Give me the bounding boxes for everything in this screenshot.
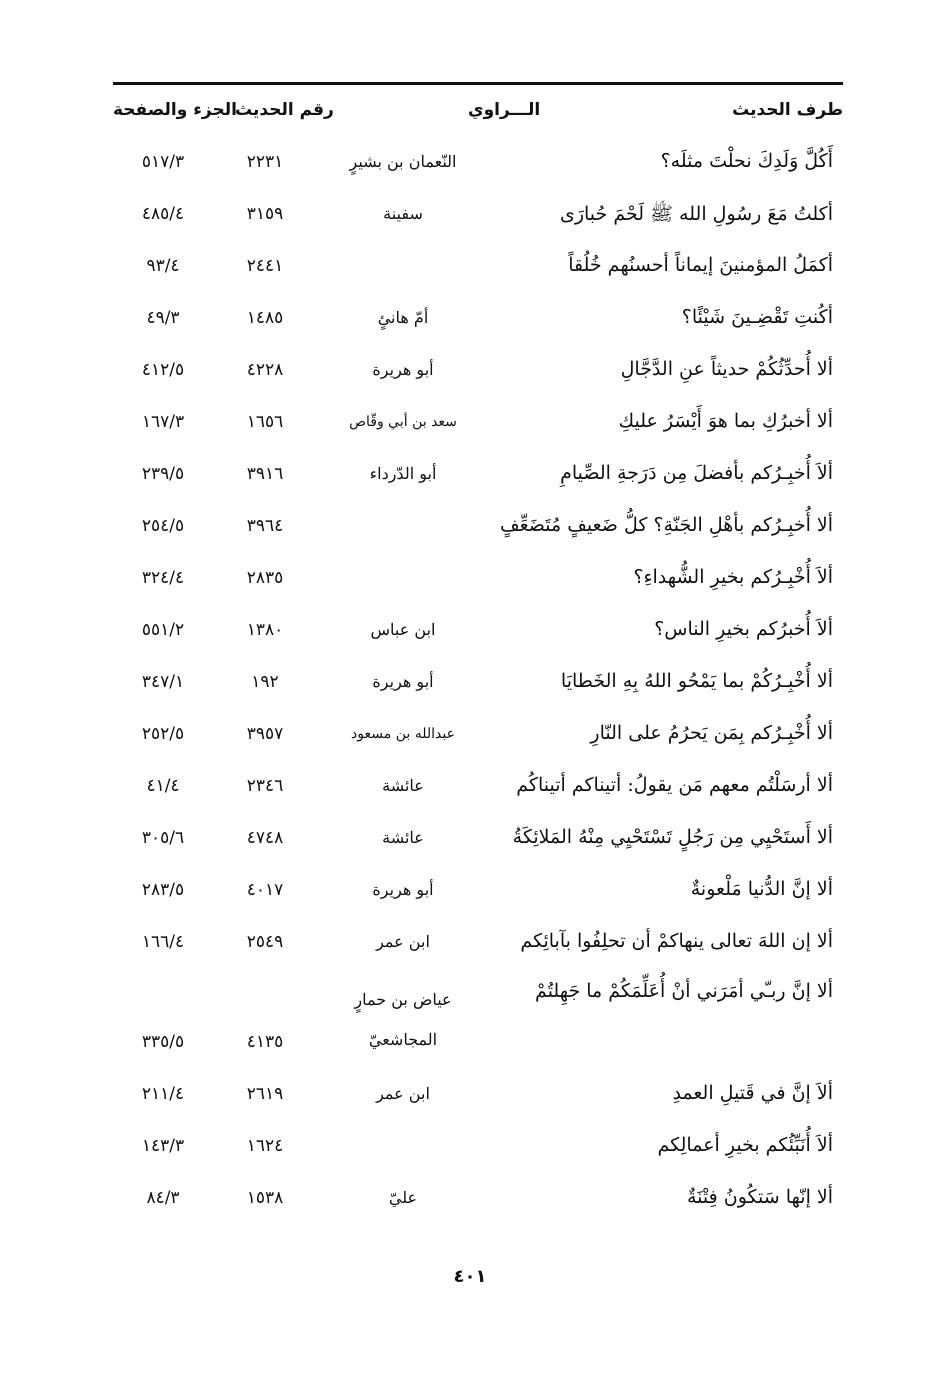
number-cell: ٤١٣٥ bbox=[246, 1032, 284, 1052]
number-cell: ٢٥٤٩ bbox=[246, 932, 284, 952]
number-cell: ٤٧٤٨ bbox=[246, 828, 284, 848]
number-cell: ١٤٨٥ bbox=[246, 308, 284, 328]
table-row bbox=[113, 920, 843, 972]
volume-page-cell: ٢١١/٤ bbox=[141, 1084, 185, 1104]
narrator-cell: أبو الدّرداء bbox=[369, 464, 437, 483]
table-row bbox=[113, 868, 843, 920]
table-row bbox=[113, 1072, 843, 1124]
header-hadith: طرف الحديث bbox=[732, 100, 843, 120]
narrator-cell: عبدالله بن مسعود bbox=[351, 726, 455, 742]
narrator-cell: ابن عباس bbox=[370, 620, 436, 639]
narrator-cell: ابن عمر bbox=[376, 1084, 430, 1103]
volume-page-cell: ٢٥٢/٥ bbox=[141, 724, 185, 744]
table-row bbox=[113, 712, 843, 764]
table-row bbox=[113, 452, 843, 504]
volume-page-cell: ٤١/٤ bbox=[146, 776, 180, 796]
number-cell: ١٦٥٦ bbox=[246, 412, 284, 432]
volume-page-cell: ٥٥١/٢ bbox=[141, 620, 185, 640]
narrator-cell: سعد بن أبي وقّاص bbox=[349, 414, 457, 430]
hadith-cell: ألا أَستَحْيِي مِن رَجُلٍ تَسْتَحْيِي مِنْهُ المَلائِكَةُ bbox=[512, 826, 833, 848]
table-row bbox=[113, 296, 843, 348]
table-row bbox=[113, 504, 843, 556]
hadith-table bbox=[113, 140, 843, 1228]
number-cell: ١٩٢ bbox=[251, 672, 279, 692]
header-volume-page: الجزء والصفحة bbox=[113, 100, 237, 120]
volume-page-cell: ٤٩/٣ bbox=[146, 308, 180, 328]
number-cell: ٤٠١٧ bbox=[246, 880, 284, 900]
volume-page-cell: ٢٥٤/٥ bbox=[141, 516, 185, 536]
hadith-cell: أكمَلُ المؤمنينَ إيماناً أحسنُهم خُلُقاً bbox=[568, 254, 833, 276]
narrator-cell: ابن عمر bbox=[376, 932, 430, 951]
volume-page-cell: ٤١٢/٥ bbox=[141, 360, 185, 380]
table-row bbox=[113, 1176, 843, 1228]
table-row bbox=[113, 244, 843, 296]
hadith-cell: أَكُلَّ وَلَدِكَ نحلْتَ مثلَه؟ bbox=[660, 150, 833, 172]
volume-page-cell: ٤٨٥/٤ bbox=[141, 204, 185, 224]
number-cell: ٢٤٤١ bbox=[246, 256, 284, 276]
hadith-cell: ألا إن اللهَ تعالى ينهاكمْ أن تحلِفُوا بآبائِكم bbox=[520, 930, 833, 952]
volume-page-cell: ٢٨٣/٥ bbox=[141, 880, 185, 900]
hadith-cell: ألاَ أُخْبِـرُكم بخيرِ الشُّهداءِ؟ bbox=[633, 566, 833, 588]
table-row bbox=[113, 348, 843, 400]
header-number: رقم الحديث bbox=[235, 100, 334, 120]
table-header bbox=[113, 96, 843, 130]
number-cell: ٣٩٥٧ bbox=[246, 724, 284, 744]
narrator-cell: أبو هريرة bbox=[372, 880, 434, 899]
volume-page-cell: ٣٤٧/١ bbox=[141, 672, 185, 692]
hadith-cell: ألاَ أُخبِـرُكم بأفضلَ مِن دَرَجةِ الصِّيامِ bbox=[560, 462, 833, 484]
narrator-cell: عليّ bbox=[388, 1188, 418, 1207]
narrator-cell: أمّ هانئٍ bbox=[377, 308, 429, 327]
table-row bbox=[113, 556, 843, 608]
volume-page-cell: ٢٣٩/٥ bbox=[141, 464, 185, 484]
hadith-cell: ألاَ إنَّ في قَتيلِ العمدِ bbox=[672, 1082, 833, 1104]
hadith-cell: ألا أرسَلْتُم معهم مَن يقولُ: أتيناكم أتيناكُم bbox=[516, 774, 833, 796]
hadith-cell: ألا أُخبِـرُكم بأهْلِ الجَنّةِ؟ كلُّ ضَعيفٍ مُتَضَعِّفٍ bbox=[499, 514, 833, 536]
number-cell: ٢٢٣١ bbox=[246, 152, 284, 172]
narrator-cell: سفينة bbox=[383, 204, 423, 223]
hadith-cell: ألا أُخْبِـرُكُمْ بما يَمْحُو اللهُ بِهِ الخَطايَا bbox=[560, 670, 833, 692]
volume-page-cell: ٨٤/٣ bbox=[146, 1188, 180, 1208]
volume-page-cell: ٥١٧/٣ bbox=[141, 152, 185, 172]
table-row bbox=[113, 140, 843, 192]
number-cell: ١٦٢٤ bbox=[246, 1136, 284, 1156]
hadith-cell: ألا إنّها سَتكُونُ فِتْنَةٌ bbox=[687, 1186, 833, 1208]
hadith-cell: ألاَ أُخبرُكم بخيرِ الناس؟ bbox=[654, 618, 833, 640]
hadith-cell: ألاَ أُنَبِّئُكم بخيرِ أعمالِكم bbox=[657, 1134, 833, 1156]
table-row bbox=[113, 972, 843, 1072]
hadith-cell: أكلتُ مَعَ رسُولِ الله ﷺ لَحْمَ حُبارَى bbox=[559, 203, 833, 225]
table-row bbox=[113, 192, 843, 244]
header-rule bbox=[113, 82, 843, 85]
table-row bbox=[113, 816, 843, 868]
hadith-cell: ألا إنَّ الدُّنيا مَلْعونةٌ bbox=[690, 878, 833, 900]
volume-page-cell: ١٤٣/٣ bbox=[141, 1136, 185, 1156]
header-narrator: الـــراوي bbox=[468, 100, 541, 120]
volume-page-cell: ١٦٧/٣ bbox=[141, 412, 185, 432]
hadith-cell: ألا إنَّ ربـّي أمَرَني أنْ أُعَلِّمَكُمْ ما جَهِلتُمْ bbox=[535, 980, 833, 1002]
table-row bbox=[113, 400, 843, 452]
number-cell: ٢٣٤٦ bbox=[246, 776, 284, 796]
narrator-cell: أبو هريرة bbox=[372, 672, 434, 691]
hadith-cell: ألا أُخْبِـرُكم بِمَن يَحرُمُ على النّارِ bbox=[590, 722, 833, 744]
number-cell: ٤٢٢٨ bbox=[246, 360, 284, 380]
table-row bbox=[113, 608, 843, 660]
volume-page-cell: ٣٣٥/٥ bbox=[141, 1032, 185, 1052]
volume-page-cell: ١٦٦/٤ bbox=[141, 932, 185, 952]
narrator-cell: عائشة bbox=[382, 776, 424, 795]
number-cell: ١٥٣٨ bbox=[246, 1188, 284, 1208]
narrator-cell: أبو هريرة bbox=[372, 360, 434, 379]
narrator-cell: عائشة bbox=[382, 828, 424, 847]
table-row bbox=[113, 660, 843, 712]
narrator-cell: النّعمان بن بشيرٍ bbox=[349, 152, 457, 171]
volume-page-cell: ٩٣/٤ bbox=[146, 256, 180, 276]
narrator-cell: عياض بن حمارٍ المجاشعيّ bbox=[354, 990, 452, 1049]
table-row bbox=[113, 1124, 843, 1176]
number-cell: ٢٦١٩ bbox=[246, 1084, 284, 1104]
hadith-cell: أكُنتِ تَقْضِـينَ شَيْئًا؟ bbox=[681, 306, 833, 328]
table-row bbox=[113, 764, 843, 816]
hadith-cell: ألا أخبرُكِ بما هوَ أَيْسَرُ عليكِ bbox=[618, 410, 833, 432]
number-cell: ١٣٨٠ bbox=[246, 620, 284, 640]
number-cell: ٣٩٦٤ bbox=[246, 516, 284, 536]
volume-page-cell: ٣٠٥/٦ bbox=[141, 828, 185, 848]
volume-page-cell: ٣٢٤/٤ bbox=[141, 568, 185, 588]
number-cell: ٣٩١٦ bbox=[246, 464, 284, 484]
number-cell: ٣١٥٩ bbox=[246, 204, 284, 224]
number-cell: ٢٨٣٥ bbox=[246, 568, 284, 588]
hadith-cell: ألا أُحدِّثُكُمْ حديثاً عنِ الدَّجَّالِ bbox=[620, 358, 833, 380]
page-number: ٤٠١ bbox=[453, 1266, 487, 1287]
